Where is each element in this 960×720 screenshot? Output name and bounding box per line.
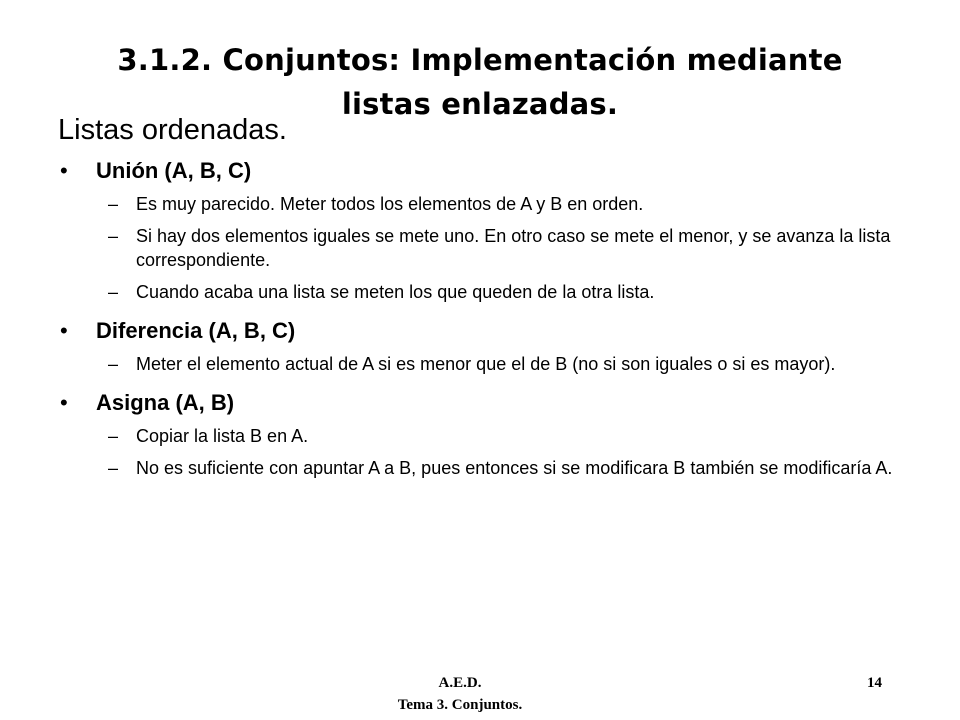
bullet-dot: •	[60, 390, 68, 415]
slide-subtitle: Listas ordenadas.	[58, 114, 287, 146]
sub-item	[60, 456, 900, 480]
sub-item-text: Meter el elemento actual de A si es menor que el de B (no si son iguales o si es mayor).	[136, 354, 836, 374]
bullet-heading: Diferencia (A, B, C)	[96, 318, 296, 343]
sub-list-asigna	[60, 424, 900, 480]
sub-list-diferencia	[60, 352, 900, 376]
bullet-heading: Unión (A, B, C)	[96, 158, 252, 183]
sub-item	[60, 352, 900, 376]
sub-item	[60, 424, 900, 448]
slide-title-line-2: listas enlazadas.	[341, 87, 619, 121]
sub-item	[60, 224, 900, 272]
slide-title-line-1: 3.1.2. Conjuntos: Implementación mediante	[117, 43, 843, 77]
footer-course	[380, 672, 540, 716]
bullet-dot: •	[60, 318, 68, 343]
sub-list-union	[60, 192, 900, 304]
bullet-diferencia	[60, 316, 900, 346]
sub-item	[60, 192, 900, 216]
sub-dash: –	[108, 194, 119, 214]
sub-item-text: No es suficiente con apuntar A a B, pues entonces si se modificara B también se modificaría A.	[136, 458, 893, 478]
sub-item	[60, 280, 900, 304]
footer-line-2: Tema 3. Conjuntos.	[397, 697, 523, 713]
bullet-union	[60, 156, 900, 186]
sub-dash: –	[108, 458, 119, 478]
bullet-dot: •	[60, 158, 68, 183]
sub-item-text: Cuando acaba una lista se meten los que queden de la otra lista.	[136, 282, 655, 302]
bullet-list	[60, 156, 900, 492]
sub-item-text: Si hay dos elementos iguales se mete uno. En otro caso se mete el menor, y se avanza la lista correspondiente.	[136, 226, 891, 270]
sub-dash: –	[108, 354, 119, 374]
footer-line-1: A.E.D.	[438, 675, 482, 691]
bullet-heading: Asigna (A, B)	[96, 390, 235, 415]
page-number: 14	[867, 675, 882, 691]
sub-dash: –	[108, 426, 119, 446]
sub-dash: –	[108, 226, 119, 246]
bullet-asigna	[60, 388, 900, 418]
sub-item-text: Copiar la lista B en A.	[136, 426, 309, 446]
sub-dash: –	[108, 282, 119, 302]
sub-item-text: Es muy parecido. Meter todos los elementos de A y B en orden.	[136, 194, 644, 214]
